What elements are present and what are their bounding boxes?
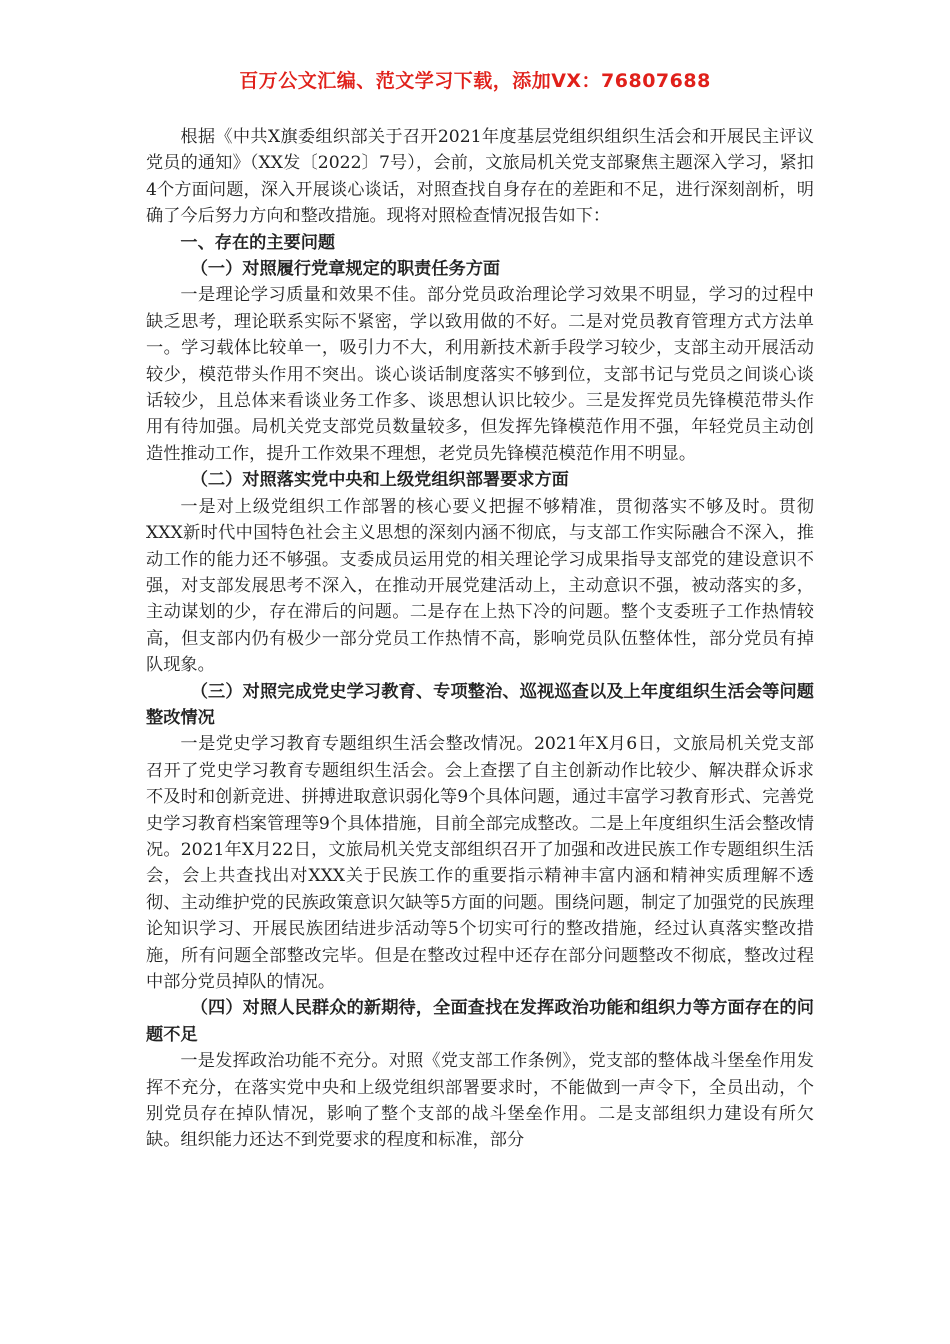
subsection-body-1: 一是理论学习质量和效果不佳。部分党员政治理论学习效果不明显，学习的过程中缺乏思考，理论联系实际不紧密，学以致用做的不好。二是对党员教育管理方式方法单一。学习载体比较单一，吸引力不大，利用新技术新手段学习较少，支部主动开展活动较少，模范带头作用不突出。谈心谈话制度落实不够到位，支部书记与党员之间谈心谈话较少，且总体来看谈业务工作多、谈思想认识比较少。三是发挥党员先锋模范带头作用有待加强。局机关党支部党员数量较多，但发挥先锋模范作用不强，年轻党员主动创造性推动工作，提升工作效果不理想，老党员先锋模范模范作用不明显。 bbox=[146, 285, 814, 464]
subsection-body-4: 一是发挥政治功能不充分。对照《党支部工作条例》，党支部的整体战斗堡垒作用发挥不充分，在落实党中央和上级党组织部署要求时，不能做到一声令下，全员出动，个别党员存在掉队情况，影响了整个支部的战斗堡垒作用。二是支部组织力建设有所欠缺。组织能力还达不到党要求的程度和标准，部分 bbox=[146, 1051, 814, 1151]
watermark-banner: 百万公文汇编、范文学习下载，添加VX：76807688 bbox=[239, 70, 711, 92]
subsection-heading-3: （三）对照完成党史学习教育、专项整治、巡视巡查以及上年度组织生活会等问题整改情况 bbox=[146, 681, 814, 728]
intro-paragraph: 根据《中共X旗委组织部关于召开2021年度基层党组织组织生活会和开展民主评议党员的通知》（XX发〔2022〕7号），会前，文旅局机关党支部聚焦主题深入学习，紧扣4个方面问题，深入开展谈心谈话，对照查找自身存在的差距和不足，进行深刻剖析，明确了今后努力方向和整改措施。现将对照检查情况报告如下： bbox=[146, 127, 814, 227]
document-body bbox=[146, 124, 814, 1154]
section-heading-main-problems: 一、存在的主要问题 bbox=[180, 232, 336, 253]
subsection-heading-2: （二）对照落实党中央和上级党组织部署要求方面 bbox=[190, 470, 569, 491]
subsection-heading-1: （一）对照履行党章规定的职责任务方面 bbox=[190, 259, 501, 280]
subsection-body-3: 一是党史学习教育专题组织生活会整改情况。2021年X月6日，文旅局机关党支部召开了党史学习教育专题组织生活会。会上查摆了自主创新动作比较少、解决群众诉求不及时和创新竞进、拼搏进取意识弱化等9个具体问题，通过丰富学习教育形式、完善党史学习教育档案管理等9个具体措施，目前全部完成整改。二是上年度组织生活会整改情况。2021年X月22日，文旅局机关党支部组织召开了加强和改进民族工作专题组织生活会，会上共查找出对XXX关于民族工作的重要指示精神丰富内涵和精神实质理解不透彻、主动维护党的民族政策意识欠缺等5方面的问题。围绕问题，制定了加强党的民族理论知识学习、开展民族团结进步活动等5个切实可行的整改措施，经过认真落实整改措施，所有问题全部整改完毕。但是在整改过程中还存在部分问题整改不彻底，整改过程中部分党员掉队的情况。 bbox=[146, 734, 814, 992]
subsection-heading-4: （四）对照人民群众的新期待，全面查找在发挥政治功能和组织力等方面存在的问题不足 bbox=[146, 998, 814, 1045]
subsection-body-2: 一是对上级党组织工作部署的核心要义把握不够精准，贯彻落实不够及时。贯彻XXX新时代中国特色社会主义思想的深刻内涵不彻底，与支部工作实际融合不深入，推动工作的能力还不够强。支委成员运用党的相关理论学习成果指导支部党的建设意识不强，对支部发展思考不深入，在推动开展党建活动上，主动意识不强，被动落实的多，主动谋划的少，存在滞后的问题。二是存在上热下冷的问题。整个支委班子工作热情较高，但支部内仍有极少一部分党员工作热情不高，影响党员队伍整体性，部分党员有掉队现象。 bbox=[146, 496, 814, 676]
